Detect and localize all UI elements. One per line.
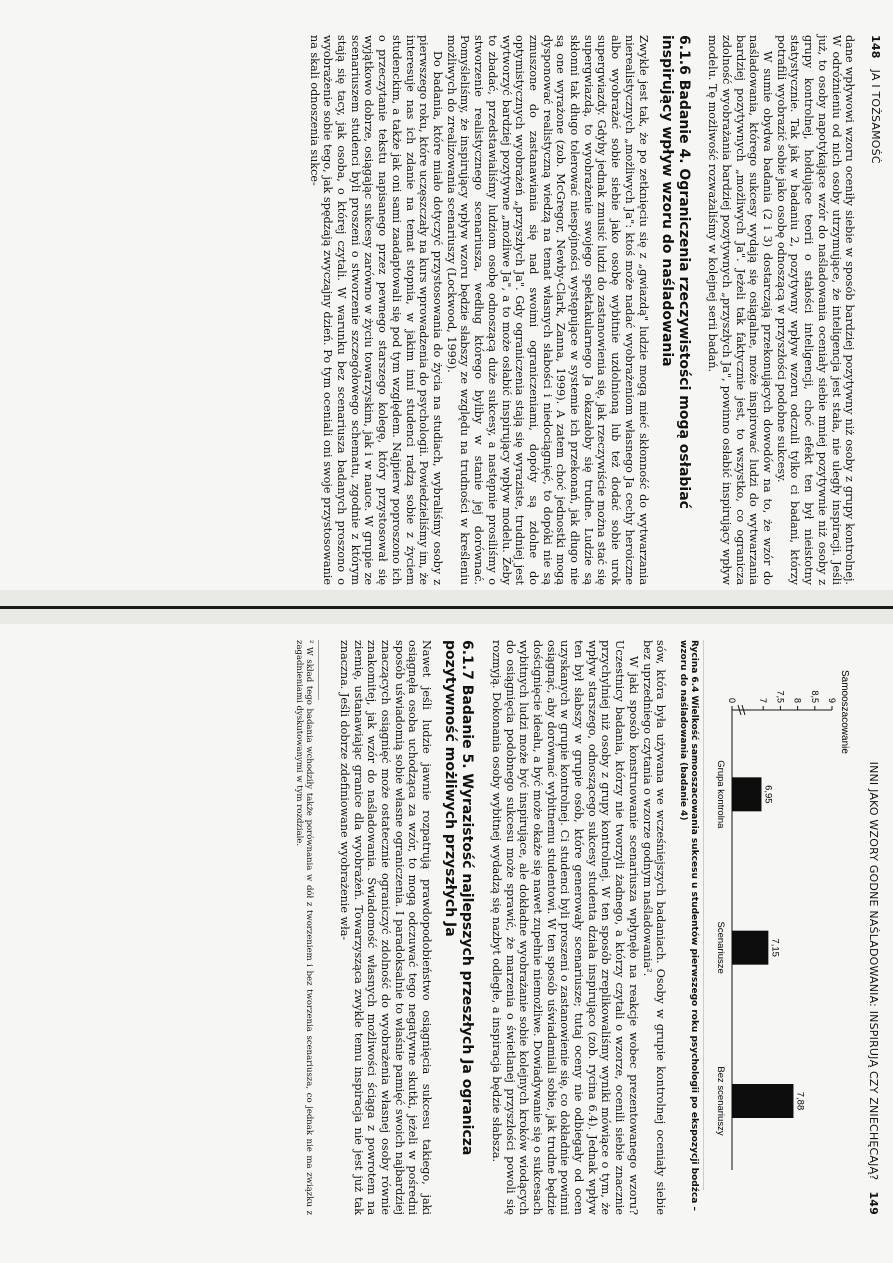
section-heading-6-1-6: 6.1.6 Badanie 4. Ograniczenia rzeczywistości mogą osłabiać inspirujący wpływ wzoru do naśladowania [658,35,692,509]
figure-caption: Rycina 6.4 Wielkość samooszacowania sukcesu u studentów pierwszego roku psychologii po ekspozycji bodźca – wzoru do naśladowania (badanie 4) [678,640,700,1211]
paragraph: W sumie obydwa badania (2 i 3) dostarczają przekonujących dowodów na to, że wzór do naśladowania, którego sukcesy wydają się osiągalne, może inspirować ludzi do wytwarzania bardziej pozytywnych „możliwych Ja". Jeżeli tak faktycznie jest, to wszystko, co ogranicza zdolność wyobrażania bardziej pozytywnych „przyszłych Ja", powinno osłabić inspirujący wpływ modelu. Tę możliwość rozważaliśmy w kolejnej serii badań. [706,35,775,585]
running-head-title-148: JA I TOŻSAMOŚĆ [869,69,882,164]
x-category-label: Grupa kontrolna [715,760,727,829]
footnote: ² W skład tego badania wchodziły także porównania w dół z tworzeniem i bez tworzenia scenariusza, co jednak nie ma związku z zagadnieniami dyskutowanymi w tym rozdziale. [293,640,315,1215]
paragraph: sów, która była używana we wcześniejszych badaniach. Osoby w grupie kontrolnej oceniały siebie bez uprzedniego czytania o wzorze godnym naśladowania². [640,640,668,1215]
running-head-149 [866,640,880,1215]
footnote-rule [318,640,319,700]
bar-chart [703,640,854,1190]
paragraph: W jaki sposób konstruowanie scenariusza wpłynęło na reakcje wobec prezentowanego wzoru? Uczestnicy badania, którzy nie tworzyli żadnego, a którzy czytali o wzorze, ocenili siebie znacznie przychylniej niż osoby z grupy kontrolnej. W ten sposób zreplikowaliśmy wyniki mówiące o tym, że wpływ starszego, odnoszącego sukcesy studenta działa inspirująco (zob. rycina 6.4). Jednak wpływ ten był słabszy w grupie osób, które generowały scenariusze; tutaj oceny nie odbiegały od ocen uzyskanych w grupie kontrolnej. Ci studenci byli proszeni o zastanowienie się, co dokładnie powinni osiągnąć, aby dorównać wybitnemu studentowi. W ten sposób uświadamiali sobie, jak trudne będzie doścignięcie ideału, a być może okaże się nawet zupełnie niemożliwe. Dowiadywanie się o sukcesach wybitnych ludzi może być inspirujące, ale dokładne wyobrażanie sobie kolejnych kroków wiodących do osiągnięcia podobnego sukcesu może sprawić, że marzenia o świetlanej przyszłości powoli się rozmyją. Dokonania osoby wybitnej wydadzą się nazbyt odległe, a inspiracja będzie słabsza. [489,640,640,1215]
bar-chart-svg [704,640,854,1190]
y-axis-label: Samooszacowanie [839,670,851,754]
paragraph: Nawet jeśli ludzie jawnie rozpatrują prawdopodobieństwo osiągnięcia sukcesu takiego, jaki osiągnęła osoba uchodząca za wzór, to mogą odczuwać tego negatywne skutki, jeżeli w pośredni sposób uświadomią sobie własne ograniczenia. I paradoksalnie to właśnie pamięć swoich najbardziej znaczących osiągnięć może ostatecznie ograniczyć zdolność do wyobrażenia własnej osoby równie znakomitej, jak wzór do naśladowania. Świadomość własnych możliwości ściąga z powrotem na ziemię, ustanawiając granice dla wyobrażeń. Towarzysząca zwykle temu inspiracja nie jest już tak znaczna. Jeśli dobrze zdefiniowane wyobrażenie wła- [337,640,434,1215]
y-tick-label: 7 [758,697,769,703]
y-tick-label: 0 [727,697,738,703]
bar-value-label: 6,95 [762,785,774,804]
bar-3 [732,1084,793,1118]
page-149 [12,640,882,1215]
section-heading-6-1-7: 6.1.7 Badanie 5. Wyrazistość najlepszych przeszłych Ja ogranicza pozytywność możliwych przyszłych Ja [442,640,476,1156]
bar-value-label: 7,15 [769,938,781,957]
paragraph: Zwykle jest tak, że po zetknięciu się z „gwiazdą" ludzie mogą mieć skłonność do wytwarzania nierealistycznych „możliwych Ja": ktoś może nadać wyobrażeniom własnego Ja cechy heroiczne albo wyobrażać sobie siebie jako osobę wybitnie uzdolnioną lub też dodać sobie urok supergwiazdy. Gdyby jednak zmusić ludzi do zastanowienia się, jak rzeczywiście można stać się supergwiazdą, to wyobrażenie swojego spektakularnego Ja okazałoby się trudne. Ludzie są skłonni tak długo tolerować niespójności występujące w systemie ich przekonań, jak długo nie są one wyrażone (zob. McGregor, Newby-Clark, Zanna, 1999). A zatem choć jednostki mogą dysponować realistyczną wiedzą na temat własnych słabości i niedociągnięć, to dopóki nie są zmuszone do zastanawiania się nad swoimi ograniczeniami, dopóty są zdolne do optymistycznych wyobrażeń „przyszłych Ja". Gdy ograniczenia stają się wyraziste, trudniej jest wytworzyć bardziej pozytywne „możliwe Ja", a to może osłabić inspirujący wpływ modelu. Żeby to zbadać, przedstawialiśmy ludziom osobę odnoszącą duże sukcesy, a następnie prosiliśmy o stworzenie realistycznego scenariusza, według którego byliby w stanie jej dorównać. Pomyśleliśmy, że inspirujący wpływ wzoru będzie słabszy ze względu na trudności w kreśleniu możliwych do zrealizowania scenariuszy (Lockwood, 1999). [444,35,650,585]
x-category-label: Bez scenariuszy [715,1066,727,1136]
page-148 [14,35,884,585]
page-number-148: 148 [869,35,882,59]
bar-1 [732,777,761,811]
x-category-label: Scenariusze [715,921,727,974]
y-tick-label: 8,5 [810,690,821,703]
y-tick-label: 7,5 [775,690,786,703]
bar-value-label: 7,88 [794,1091,806,1111]
y-tick-label: 9 [827,697,838,703]
page-number-149: 149 [867,1191,880,1215]
running-head-148 [868,35,882,585]
y-tick-label: 8 [792,697,803,703]
running-head-title-149: INNI JAKO WZORY GODNE NAŚLADOWANIA: INSPIRUJĄ CZY ZNIECHĘCAJĄ? [867,761,880,1181]
paragraph: Do badania, które miało dotyczyć przystosowania do życia na studiach, wybraliśmy osoby z pierwszego roku, które uczęszczały na kurs wprowadzenia do psychologii. Powiedzieliśmy im, że interesuje nas ich zdanie na temat stopnia, w jakim inni studenci radzą sobie z życiem studenckim, a także jak oni sami zaadaptowali się pod tym względem. Najpierw poproszono ich o przeczytanie tekstu napisanego przez pewnego starszego kolegę, który przystosował się wyjątkowo dobrze, osiągając sukcesy zarówno w życiu towarzyskim, jak i w nauce. W grupie ze scenariuszem studenci byli proszeni o stworzenie szczegółowego schematu, zgodnie z którym stają się tacy, jak osoba, o której czytali. W warunku bez scenariusza badanych proszono o wyobrażenie sobie tego, jak spędzają zwyczajny dzień. Po tym oceniali oni swoje przystosowanie na skali odnoszenia sukce- [307,35,445,585]
book-gutter [0,590,893,624]
bar-2 [732,931,768,965]
paragraph: dane wpływowi wzoru oceniły siebie w sposób bardziej pozytywny niż osoby z grupy kontrolnej. W odróżnieniu od nich osoby utrzymujące, że inteligencja jest stała, nie uległy inspiracji. Jeśli już, to osoby napotykające wzór do naśladowania oceniały siebie mniej pozytywnie niż osoby z grupy kontrolnej, hołdujące teorii o stałości inteligencji, choć efekt ten był nieistotny statystycznie. Tak jak w badaniu 2, pozytywny wpływ wzoru odczuli tylko ci badani, którzy potrafili wyobrazić sobie jako osobę odnoszącą w przyszłości podobne sukcesy. [774,35,857,585]
